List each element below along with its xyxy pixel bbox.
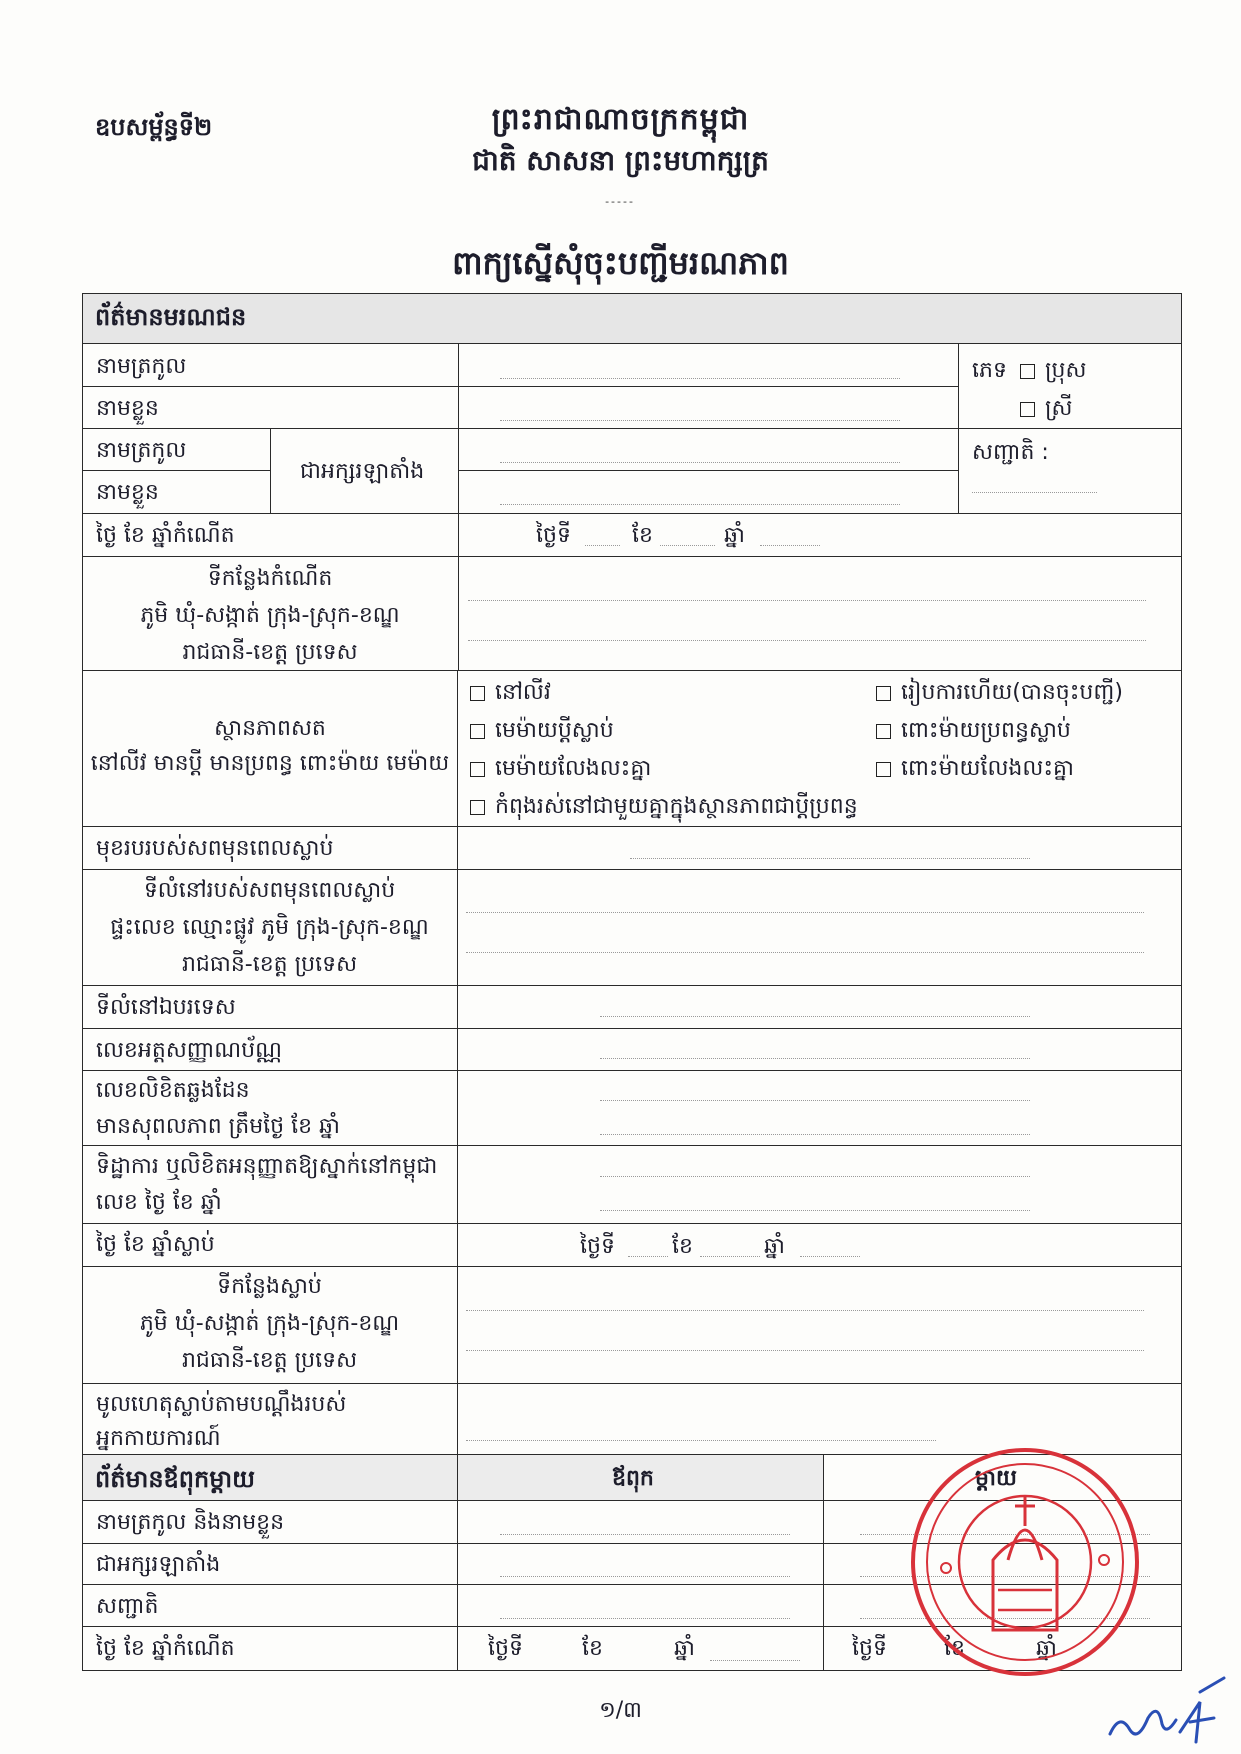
id-number-field[interactable] xyxy=(600,1058,1030,1059)
marital-divorced-female-option[interactable]: មេម៉ាយលែងលះគ្នា xyxy=(470,754,651,786)
label-occupation: មុខរបរបស់សពមុនពេលស្លាប់ xyxy=(96,836,334,861)
label-visa-detail: លេខ ថ្ងៃ ខែ ឆ្នាំ xyxy=(96,1190,222,1215)
passport-number-field[interactable] xyxy=(600,1100,1030,1101)
dod-year-field[interactable] xyxy=(800,1256,860,1257)
label-date-of-birth: ថ្ងៃ ខែ ឆ្នាំកំណើត xyxy=(96,523,235,548)
label-parent-fullname: នាមត្រកូល និងនាមខ្លួន xyxy=(96,1510,285,1535)
residence-abroad-field[interactable] xyxy=(600,1016,1030,1017)
place-of-birth-field-2[interactable] xyxy=(468,640,1146,641)
label-surname: នាមត្រកូល xyxy=(96,354,187,379)
marital-married-option[interactable]: រៀបការហើយ(បានចុះបញ្ជី) xyxy=(876,678,1123,710)
label-cause-of-death: មូលហេតុស្លាប់តាមបណ្ដឹងរបស់ xyxy=(96,1392,347,1417)
dob-year-label: ឆ្នាំ xyxy=(724,523,745,548)
marital-widower-option[interactable]: ពោះម៉ាយប្រពន្ធស្លាប់ xyxy=(876,716,1071,748)
label-pod-detail: ភូមិ ឃុំ-សង្កាត់ ក្រុង-ស្រុក-ខណ្ឌ xyxy=(139,1311,400,1336)
label-surname-latin: នាមត្រកូល xyxy=(96,438,187,463)
visa-field[interactable] xyxy=(600,1176,1030,1177)
label-given-latin: នាមខ្លួន xyxy=(96,480,159,505)
label-pob-detail: ភូមិ ឃុំ-សង្កាត់ ក្រុង-ស្រុក-ខណ្ឌ xyxy=(140,603,400,628)
checkbox-icon xyxy=(470,724,485,739)
dob-month-field[interactable] xyxy=(660,545,715,546)
dob-month-label: ខែ xyxy=(632,523,653,548)
checkbox-icon xyxy=(876,762,891,777)
mother-dob-year-label: ឆ្នាំ xyxy=(1036,1636,1057,1661)
section-parents-heading: ព័ត៌មានឪពុកម្ដាយ xyxy=(95,1465,255,1493)
label-cause-reporter: អ្នកកាយការណ៍ xyxy=(96,1426,221,1451)
label-id-number: លេខអត្តសញ្ញាណប័ណ្ណ xyxy=(96,1038,282,1063)
kingdom-heading: ព្រះរាជាណាចក្រកម្ពុជា xyxy=(491,102,750,137)
checkbox-icon xyxy=(1020,402,1035,417)
dod-year-label: ឆ្នាំ xyxy=(764,1234,785,1259)
dod-day-field[interactable] xyxy=(628,1256,668,1257)
father-latin-field[interactable] xyxy=(500,1576,790,1577)
mother-column-heading: ម្ដាយ xyxy=(975,1466,1017,1491)
label-parent-dob: ថ្ងៃ ខែ ឆ្នាំកំណើត xyxy=(96,1636,235,1661)
residence-field-2[interactable] xyxy=(466,952,1144,953)
checkbox-icon xyxy=(470,800,485,815)
dob-day-label: ថ្ងៃទី xyxy=(536,523,571,548)
ornament-divider: ----- xyxy=(605,195,635,208)
father-dob-month-label: ខែ xyxy=(582,1636,603,1661)
label-date-of-death: ថ្ងៃ ខែ ឆ្នាំស្លាប់ xyxy=(96,1232,215,1257)
marital-single-option[interactable]: នៅលីវ xyxy=(470,678,551,710)
mother-dob-month-label: ខែ xyxy=(944,1636,965,1661)
father-dob-field[interactable] xyxy=(710,1660,800,1661)
label-residence-detail: ផ្ទះលេខ ឈ្មោះផ្លូវ ភូមិ ក្រុង-ស្រុក-ខណ្ឌ xyxy=(110,915,429,940)
label-given-name: នាមខ្លួន xyxy=(96,396,159,421)
surname-latin-field[interactable] xyxy=(500,462,900,463)
place-of-death-field-2[interactable] xyxy=(466,1350,1144,1351)
dod-month-label: ខែ xyxy=(672,1234,693,1259)
label-pob-region: រាជធានី-ខេត្ត ប្រទេស xyxy=(182,640,358,665)
label-marital-status: ស្ថានភាពសត xyxy=(214,716,326,741)
section-deceased-heading: ព័ត៌មានមរណជន xyxy=(95,303,247,331)
checkbox-icon xyxy=(876,724,891,739)
father-dob-year-label: ឆ្នាំ xyxy=(674,1636,695,1661)
label-residence-region: រាជធានី-ខេត្ត ប្រទេស xyxy=(181,952,358,977)
label-place-of-death: ទីកន្លែងស្លាប់ xyxy=(217,1274,322,1299)
occupation-field[interactable] xyxy=(630,858,1030,859)
father-dob-day-label: ថ្ងៃទី xyxy=(488,1636,523,1661)
label-sex: ភេទ xyxy=(972,358,1007,383)
checkbox-icon xyxy=(876,686,891,701)
marital-cohabiting-option[interactable]: កំពុងរស់នៅជាមួយគ្នាក្នុងស្ថានភាពជាប្ដីប្រពន្ធ xyxy=(470,792,858,824)
checkbox-icon xyxy=(1020,364,1035,379)
label-residence: ទីលំនៅរបស់សពមុនពេលស្លាប់ xyxy=(143,878,396,903)
father-nationality-field[interactable] xyxy=(500,1618,790,1619)
passport-validity-field[interactable] xyxy=(600,1134,1030,1135)
place-of-death-field-1[interactable] xyxy=(466,1310,1144,1311)
dod-day-label: ថ្ងៃទី xyxy=(580,1234,615,1259)
label-parent-latin: ជាអក្សរឡាតាំង xyxy=(96,1552,221,1577)
section-header-bg xyxy=(82,293,1182,343)
label-latin-script: ជាអក្សរឡាតាំង xyxy=(300,459,425,484)
label-pod-region: រាជធានី-ខេត្ត ប្រទេស xyxy=(181,1348,358,1373)
label-place-of-birth: ទីកន្លែងកំណើត xyxy=(207,566,333,591)
marital-widow-option[interactable]: មេម៉ាយប្ដីស្លាប់ xyxy=(470,716,614,748)
label-passport-validity: មានសុពលភាព ត្រឹមថ្ងៃ ខែ ឆ្នាំ xyxy=(96,1114,340,1139)
annex-label: ឧបសម្ព័ន្ធទី២ xyxy=(95,113,213,141)
form-title: ពាក្យស្នើសុំចុះបញ្ជីមរណភាព xyxy=(452,244,789,282)
label-visa: ទិដ្ឋាការ ឬលិខិតអនុញ្ញាតឱ្យស្នាក់នៅកម្ពុជា xyxy=(96,1154,438,1179)
surname-field[interactable] xyxy=(500,378,900,379)
dob-day-field[interactable] xyxy=(585,545,620,546)
given-latin-field[interactable] xyxy=(500,504,900,505)
sex-female-option[interactable]: ស្រី xyxy=(1020,394,1073,426)
nationality-field[interactable] xyxy=(972,492,1097,493)
place-of-birth-field-1[interactable] xyxy=(468,600,1146,601)
label-passport-number: លេខលិខិតឆ្លងដែន xyxy=(96,1078,250,1103)
page-number: ១/៣ xyxy=(599,1698,642,1723)
marital-divorced-male-option[interactable]: ពោះម៉ាយលែងលះគ្នា xyxy=(876,754,1074,786)
dob-year-field[interactable] xyxy=(760,545,820,546)
checkbox-icon xyxy=(470,762,485,777)
label-marital-options: នៅលីវ មានប្ដី មានប្រពន្ធ ពោះម៉ាយ មេម៉ាយ xyxy=(90,751,450,776)
dod-month-field[interactable] xyxy=(700,1256,760,1257)
cause-of-death-field[interactable] xyxy=(466,1440,936,1441)
label-parent-nationality: សញ្ជាតិ xyxy=(96,1594,159,1619)
mother-dob-day-label: ថ្ងៃទី xyxy=(852,1636,887,1661)
father-fullname-field[interactable] xyxy=(500,1534,790,1535)
label-nationality: សញ្ជាតិ : xyxy=(972,440,1049,465)
motto-heading: ជាតិ សាសនា ព្រះមហាក្សត្រ xyxy=(472,144,769,177)
checkbox-icon xyxy=(470,686,485,701)
father-column-heading: ឪពុក xyxy=(612,1466,654,1491)
label-residence-abroad: ទីលំនៅឯបរទេស xyxy=(96,995,236,1020)
sex-male-option[interactable]: ប្រុស xyxy=(1020,356,1086,388)
given-name-field[interactable] xyxy=(500,420,900,421)
visa-detail-field[interactable] xyxy=(600,1210,1030,1211)
residence-field-1[interactable] xyxy=(466,912,1144,913)
official-stamp xyxy=(888,1440,1162,1680)
